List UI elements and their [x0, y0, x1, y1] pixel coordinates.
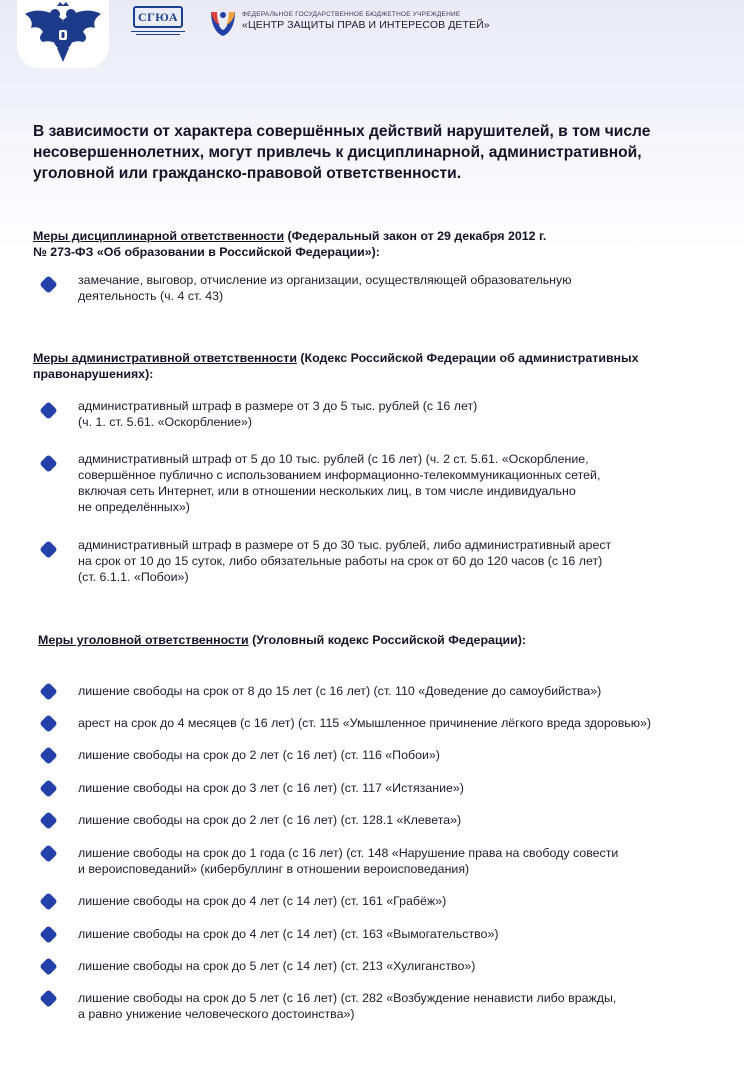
diamond-bullet-icon: [39, 401, 57, 419]
list-item-text: лишение свободы на срок до 3 лет (с 16 лет) (ст. 117 «Истязание»): [78, 781, 464, 795]
list-item-text: лишение свободы на срок до 2 лет (с 16 лет) (ст. 128.1 «Клевета»): [78, 813, 462, 827]
diamond-bullet-icon: [39, 454, 57, 472]
diamond-bullet-icon: [39, 746, 57, 764]
emblem-tab: [17, 0, 109, 68]
list-item-text: замечание, выговор, отчисление из организации, осуществляющей образовательную деятельность (ч. 4 ст. 43): [78, 273, 572, 303]
section-source: (Кодекс Российской Федерации об административных правонарушениях):: [33, 351, 639, 381]
sgua-logo-text: СГЮА: [133, 6, 183, 28]
sgua-logo-line: [131, 31, 185, 32]
section-heading: Меры уголовной ответственности: [38, 633, 249, 647]
sgua-logo-line: [136, 34, 180, 35]
headline: В зависимости от характера совершённых действий нарушителей, в том числе несовершеннолетних, могут привлечь к дисциплинарной, административной, уголовной или гражданско-правовой ответственности.: [33, 123, 651, 182]
list-item-text: административный штраф от 5 до 10 тыс. рублей (с 16 лет) (ч. 2 ст. 5.61. «Оскорбление, совершённое публично с использованием информационно-телекоммуникационных сетей, включая сеть Интернет, или в отношении нескольких лиц, в том числе индивидуально не определённых»): [78, 452, 601, 514]
org-name: «ЦЕНТР ЗАЩИТЫ ПРАВ И ИНТЕРЕСОВ ДЕТЕЙ»: [242, 19, 490, 31]
list-item-text: лишение свободы на срок до 4 лет (с 14 лет) (ст. 163 «Вымогательство»): [78, 927, 499, 941]
list-item-text: лишение свободы на срок до 4 лет (с 14 лет) (ст. 161 «Грабёж»): [78, 894, 447, 908]
diamond-bullet-icon: [39, 714, 57, 732]
section-title-administrative: [33, 350, 723, 382]
list-item-text: лишение свободы на срок до 1 года (с 16 лет) (ст. 148 «Нарушение права на свободу совести и вероисповеданий» (кибербуллинг в отношении вероисповедания): [78, 846, 619, 876]
list-item-text: лишение свободы на срок до 5 лет (с 16 лет) (ст. 282 «Возбуждение ненависти либо вражды, а равно унижение человеческого достоинства»): [78, 991, 617, 1021]
diamond-bullet-icon: [39, 779, 57, 797]
section-heading: Меры дисциплинарной ответственности: [33, 229, 285, 243]
list-item-text: арест на срок до 4 месяцев (с 16 лет) (ст. 115 «Умышленное причинение лёгкого вреда здоровью»): [78, 716, 652, 730]
section-heading: Меры административной ответственности: [33, 351, 297, 365]
diamond-bullet-icon: [39, 275, 57, 293]
list-item-text: лишение свободы на срок до 2 лет (с 16 лет) (ст. 116 «Побои»): [78, 748, 440, 762]
list-item-text: административный штраф в размере от 5 до 30 тыс. рублей, либо административный арест на срок от 10 до 15 суток, либо обязательные работы на срок от 60 до 120 часов (с 16 лет) (ст. 6.1.1. «Побои»): [78, 538, 612, 584]
double-headed-eagle-emblem: [21, 2, 105, 66]
diamond-bullet-icon: [39, 892, 57, 910]
diamond-bullet-icon: [39, 682, 57, 700]
diamond-bullet-icon: [39, 811, 57, 829]
list-item-text: лишение свободы на срок от 8 до 15 лет (с 16 лет) (ст. 110 «Доведение до самоубийства»): [78, 684, 602, 698]
list-item-text: административный штраф в размере от 3 до 5 тыс. рублей (с 16 лет) (ч. 1. ст. 5.61. «Оскорбление»): [78, 399, 478, 429]
diamond-bullet-icon: [39, 957, 57, 975]
center-logo: [207, 6, 239, 38]
section-title-criminal: [38, 632, 728, 648]
center-org-text: [242, 11, 490, 32]
section-title-disciplinary: [33, 228, 723, 260]
list-item-text: лишение свободы на срок до 5 лет (с 14 лет) (ст. 213 «Хулиганство»): [78, 959, 476, 973]
section-source: (Федеральный закон от 29 декабря 2012 г. № 273-ФЗ «Об образовании в Российской Федерации»):: [33, 229, 547, 259]
diamond-bullet-icon: [39, 540, 57, 558]
diamond-bullet-icon: [39, 989, 57, 1007]
sgua-logo: [129, 6, 187, 46]
section-source: (Уголовный кодекс Российской Федерации):: [248, 633, 527, 647]
org-type: ФЕДЕРАЛЬНОЕ ГОСУДАРСТВЕННОЕ БЮДЖЕТНОЕ УЧРЕЖДЕНИЕ: [242, 11, 461, 18]
diamond-bullet-icon: [39, 844, 57, 862]
diamond-bullet-icon: [39, 925, 57, 943]
